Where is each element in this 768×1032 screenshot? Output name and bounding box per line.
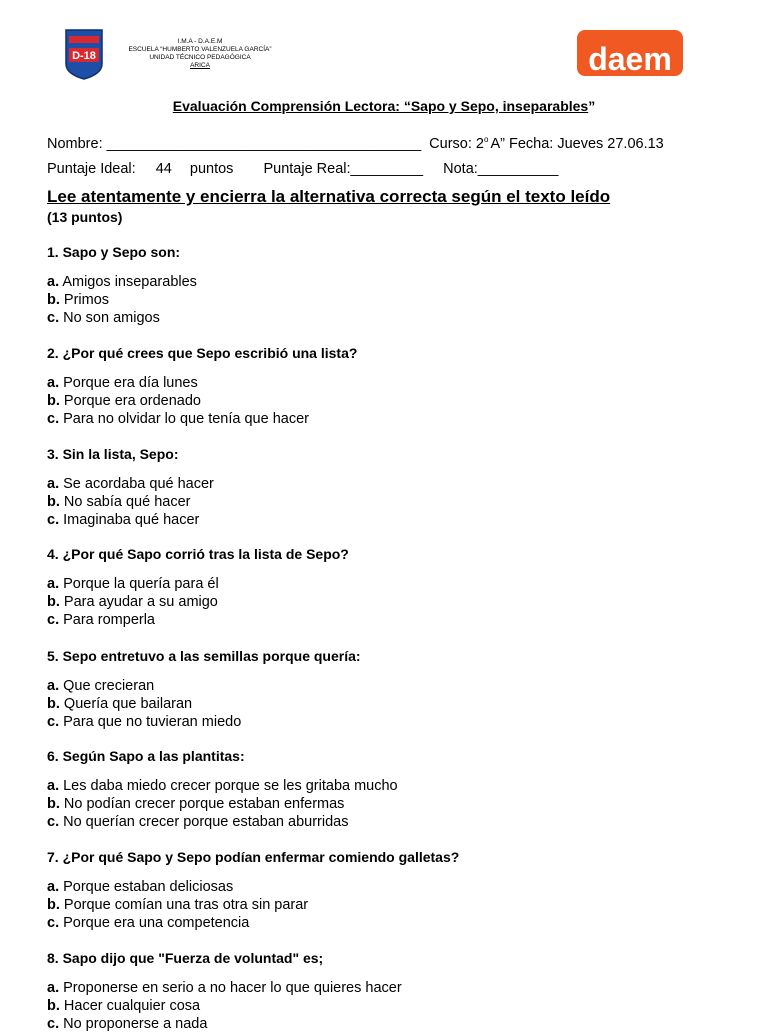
option-letter: a. (47, 476, 60, 492)
option-text: Que crecieran (59, 678, 155, 694)
question-8-option-b[interactable] (47, 998, 200, 1014)
option-text: Para romperla (59, 611, 155, 628)
question-2: 2. ¿Por qué crees que Sepo escribió una lista? (47, 345, 358, 361)
option-text: Quería que bailaran (59, 695, 193, 712)
instructions-points: (13 puntos) (47, 209, 123, 225)
option-letter: c. (47, 511, 60, 528)
question-4-option-b[interactable] (47, 594, 218, 610)
question-7-option-a[interactable] (47, 879, 233, 895)
school-header (120, 38, 280, 70)
puntos-label: puntos (189, 161, 234, 177)
school-logo (63, 28, 105, 80)
option-letter: c. (47, 410, 60, 427)
option-text: Les daba miedo crecer porque se les gritaba mucho (59, 778, 398, 794)
option-text: Para que no tuvieran miedo (59, 713, 242, 730)
question-4-option-a[interactable] (47, 576, 219, 592)
question-1: 1. Sapo y Sepo son: (47, 244, 181, 260)
option-letter: b. (47, 795, 60, 812)
question-5-option-c[interactable] (47, 714, 241, 730)
option-letter: b. (47, 896, 60, 913)
option-text: Amigos inseparables (59, 274, 197, 290)
option-letter: a. (47, 879, 60, 895)
option-letter: a. (47, 678, 60, 694)
question-6-option-c[interactable] (47, 814, 348, 830)
option-text: Imaginaba qué hacer (59, 511, 200, 528)
question-5-option-b[interactable] (47, 696, 192, 712)
option-text: Porque era ordenado (59, 392, 201, 409)
question-1-option-b[interactable] (47, 292, 109, 308)
option-letter: c. (47, 713, 60, 730)
option-text: Hacer cualquier cosa (59, 997, 201, 1014)
question-3-option-b[interactable] (47, 494, 190, 510)
header-line-2: ESCUELA “HUMBERTO VALENZUELA GARCÍA” (128, 46, 272, 53)
question-4: 4. ¿Por qué Sapo corrió tras la lista de Sepo? (47, 546, 349, 562)
title-main: Evaluación Comprensión Lectora: “Sapo y Sepo, inseparables (172, 98, 589, 114)
nombre-row (47, 135, 664, 152)
option-letter: b. (47, 493, 60, 510)
daem-logo-text: daem (588, 41, 672, 76)
puntaje-real-field: Puntaje Real:_________ (263, 161, 424, 177)
puntaje-ideal-label: Puntaje Ideal: (47, 161, 136, 177)
page-title (0, 98, 768, 114)
option-letter: a. (47, 980, 60, 996)
instructions-heading: Lee atentamente y encierra la alternativa correcta según el texto leído (47, 187, 611, 206)
option-letter: b. (47, 593, 60, 610)
question-2-option-c[interactable] (47, 411, 309, 427)
option-text: Primos (59, 291, 110, 308)
question-6: 6. Según Sapo a las plantitas: (47, 748, 245, 764)
option-letter: a. (47, 274, 60, 290)
question-3: 3. Sin la lista, Sepo: (47, 446, 179, 462)
option-letter: b. (47, 392, 60, 409)
title-close-quote: ” (588, 98, 596, 114)
question-1-option-a[interactable] (47, 274, 197, 290)
option-letter: a. (47, 375, 60, 391)
curso-sup: o (483, 135, 489, 144)
question-8: 8. Sapo dijo que "Fuerza de voluntad" es; (47, 950, 324, 966)
question-1-option-c[interactable] (47, 310, 160, 326)
option-letter: a. (47, 778, 60, 794)
option-letter: c. (47, 1015, 60, 1032)
question-7: 7. ¿Por qué Sapo y Sepo podían enfermar comiendo galletas? (47, 849, 460, 865)
puntaje-ideal-value: 44 (155, 161, 172, 177)
option-text: No sabía qué hacer (59, 493, 191, 510)
question-5-option-a[interactable] (47, 678, 154, 694)
option-text: Proponerse en serio a no hacer lo que quieres hacer (59, 980, 402, 996)
option-text: Porque comían una tras otra sin parar (59, 896, 309, 913)
option-letter: c. (47, 309, 60, 326)
option-text: No proponerse a nada (59, 1015, 208, 1032)
question-2-option-b[interactable] (47, 393, 201, 409)
option-letter: a. (47, 576, 60, 592)
option-letter: b. (47, 695, 60, 712)
question-6-option-a[interactable] (47, 778, 398, 794)
option-text: Porque la quería para él (59, 576, 219, 592)
option-letter: c. (47, 813, 60, 830)
option-text: Porque era día lunes (59, 375, 198, 391)
option-letter: b. (47, 997, 60, 1014)
school-logo-text: D-18 (72, 50, 96, 62)
option-text: Para no olvidar lo que tenía que hacer (59, 410, 309, 427)
option-text: Porque estaban deliciosas (59, 879, 234, 895)
question-7-option-c[interactable] (47, 915, 249, 931)
nombre-field: Nombre: _______________________________________ (47, 135, 422, 152)
question-8-option-a[interactable] (47, 980, 402, 996)
header-line-1: I.M.A - D.A.E.M (177, 38, 223, 45)
header-line-3: UNIDAD TÉCNICO PEDAGÓGICA (149, 54, 251, 61)
question-3-option-a[interactable] (47, 476, 214, 492)
question-4-option-c[interactable] (47, 612, 155, 628)
question-2-option-a[interactable] (47, 375, 198, 391)
option-text: No podían crecer porque estaban enfermas (59, 795, 345, 812)
curso-label: Curso: 2 (429, 135, 484, 152)
option-letter: c. (47, 914, 60, 931)
option-text: No son amigos (59, 309, 160, 326)
option-letter: b. (47, 291, 60, 308)
question-3-option-c[interactable] (47, 512, 199, 528)
curso-fecha: A” Fecha: Jueves 27.06.13 (490, 135, 664, 152)
option-text: Porque era una competencia (59, 914, 250, 931)
option-text: No querían crecer porque estaban aburridas (59, 813, 349, 830)
header-line-4: ARICA (190, 62, 210, 69)
nota-field: Nota:__________ (443, 161, 559, 177)
question-7-option-b[interactable] (47, 897, 308, 913)
daem-logo (577, 30, 683, 76)
option-text: Se acordaba qué hacer (59, 476, 214, 492)
option-letter: c. (47, 611, 60, 628)
option-text: Para ayudar a su amigo (59, 593, 218, 610)
question-6-option-b[interactable] (47, 796, 344, 812)
puntaje-row (47, 161, 558, 177)
question-5: 5. Sepo entretuvo a las semillas porque quería: (47, 648, 361, 664)
